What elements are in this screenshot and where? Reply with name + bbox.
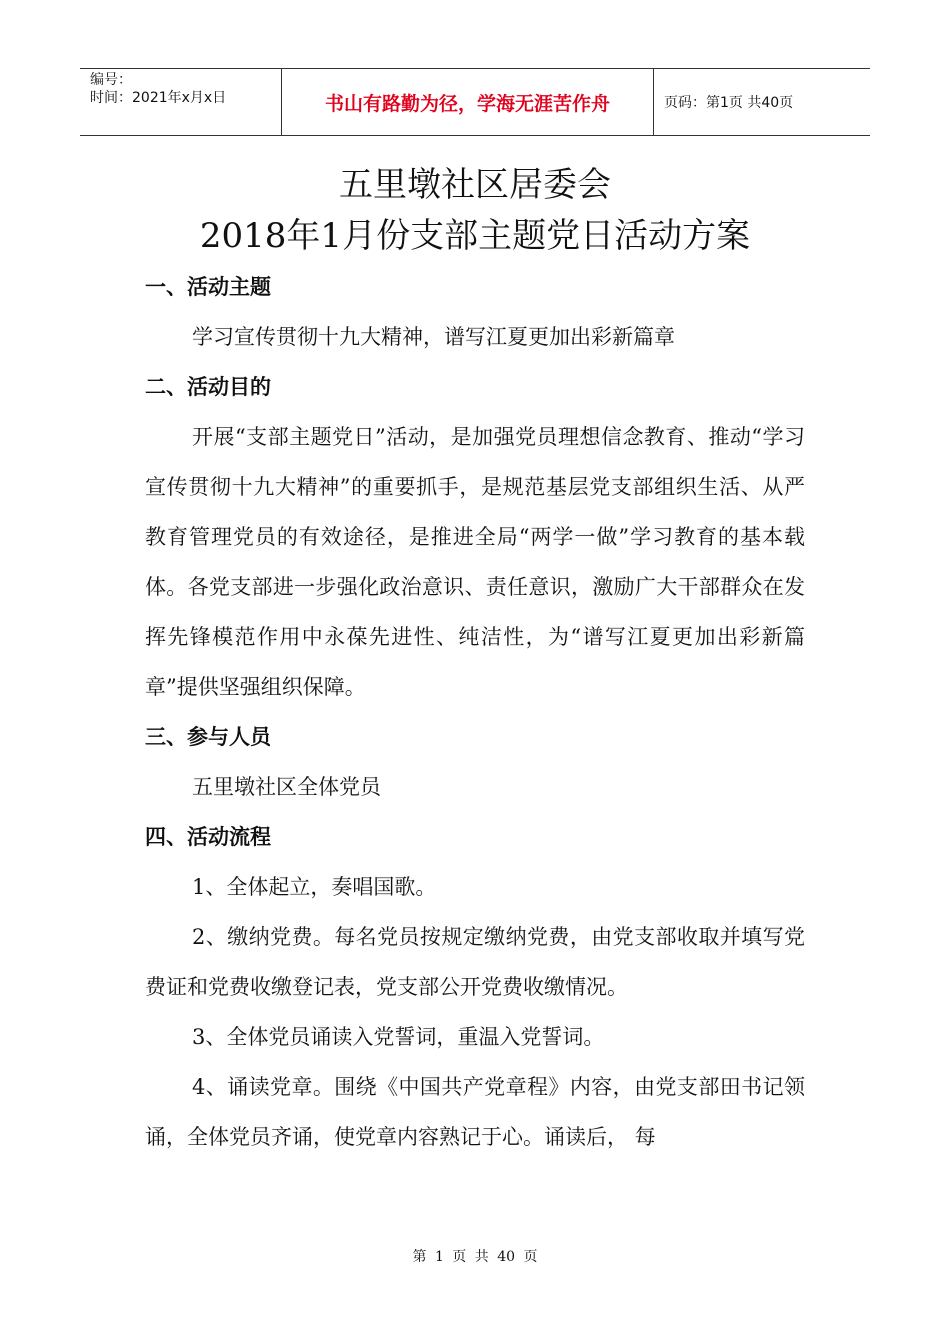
section-heading-process: 四、活动流程 (145, 825, 271, 849)
section-heading-participants: 三、参与人员 (145, 725, 271, 749)
document-body (145, 262, 805, 1162)
section-paragraph: 五里墩社区全体党员 (192, 775, 381, 799)
process-step: 2、缴纳党费。每名党员按规定缴纳党费，由党支部收取并填写党费证和党费收缴登记表，党支部公开党费收缴情况。 (145, 925, 805, 999)
section-paragraph: 开展“支部主题党日”活动，是加强党员理想信念教育、推动“学习宣传贯彻十九大精神”的重要抓手，是规范基层党支部组织生活、从严教育管理党员的有效途径，是推进全局“两学一做”学习教育的基本载体。各党支部进一步强化政治意识、责任意识，激励广大干部群众在发挥先锋模范作用中永葆先进性、纯洁性，为“谱写江夏更加出彩新篇章”提供坚强组织保障。 (145, 425, 805, 699)
header-page-info: 页码：第1页 共40页 (664, 95, 794, 111)
header-slogan: 书山有路勤为径，学海无涯苦作舟 (282, 69, 654, 135)
process-step: 1、全体起立，奏唱国歌。 (192, 875, 437, 899)
section-heading-purpose: 二、活动目的 (145, 375, 271, 399)
process-step: 4、诵读党章。围绕《中国共产党章程》内容，由党支部田书记领诵，全体党员齐诵，使党章内容熟记于心。诵读后， 每 (145, 1075, 805, 1149)
section-paragraph: 学习宣传贯彻十九大精神，谱写江夏更加出彩新篇章 (192, 325, 675, 349)
page-header (80, 68, 870, 136)
header-meta (80, 69, 282, 135)
process-step: 3、全体党员诵读入党誓词，重温入党誓词。 (192, 1025, 605, 1049)
document-title-line1: 五里墩社区居委会 (339, 165, 611, 205)
page-footer: 第 1 页 共 40 页 (412, 1249, 538, 1265)
number-label: 编号： (90, 72, 132, 88)
time-label: 时间：2021年x月x日 (90, 90, 227, 106)
document-title-line2: 2018年1月份支部主题党日活动方案 (199, 216, 751, 256)
section-heading-theme: 一、活动主题 (145, 275, 271, 299)
